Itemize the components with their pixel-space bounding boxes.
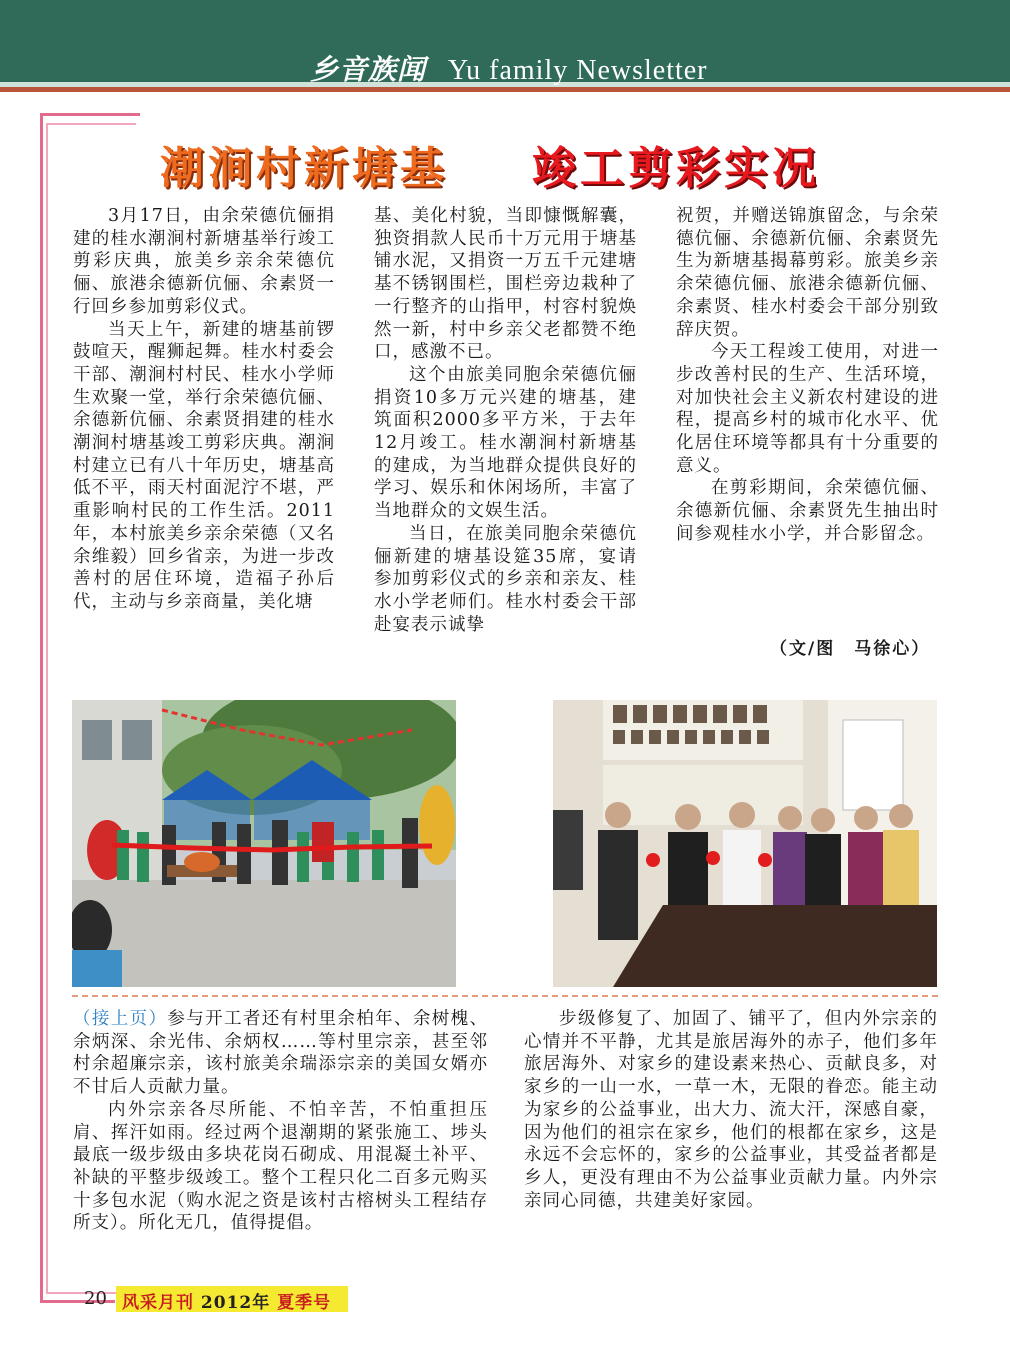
newsletter-title xyxy=(310,48,708,88)
article-column-1 xyxy=(73,205,335,614)
headline-left: 潮涧村新塘基 xyxy=(160,143,448,194)
newsletter-title-en: Yu family Newsletter xyxy=(448,55,708,86)
paragraph: 当天上午，新建的塘基前锣鼓喧天，醒狮起舞。桂水村委会干部、潮涧村村民、桂水小学师生欢聚一堂，举行余荣德伉俪、余德新伉俪、余素贤捐建的桂水潮涧村塘基竣工剪彩庆典。潮涧村建立已有八十年历史，塘基高低不平，雨天村面泥泞不堪，严重影响村民的工作生活。2011年，本村旅美乡亲余荣德（又名余维毅）回乡省亲，为进一步改善村的居住环境，造福子孙后代，主动与乡亲商量，美化塘 xyxy=(73,319,335,612)
frame-line xyxy=(46,123,136,125)
footer-magazine xyxy=(122,1288,331,1313)
newsletter-title-cn: 乡音族闻 xyxy=(310,55,427,86)
frame-line xyxy=(46,123,48,1293)
headline-right: 竣工剪彩实况 xyxy=(532,143,820,194)
group-photo xyxy=(553,700,937,987)
issue-year: 2012年 xyxy=(200,1293,271,1313)
magazine-name: 风采月刊 xyxy=(122,1293,194,1313)
paragraph: 基、美化村貌，当即慷慨解囊，独资捐款人民币十万元用于塘基铺水泥，又捐资一万五千元建塘基不锈钢围栏，围栏旁边栽种了一行整齐的山指甲，村容村貌焕然一新，村中乡亲父老都赞不绝口，感激不已。 xyxy=(374,206,637,363)
continued-column-right xyxy=(524,1008,938,1212)
frame-line xyxy=(40,113,140,116)
group-photo-illustration xyxy=(553,700,937,987)
continued-marker: （接上页） xyxy=(73,1009,168,1029)
page-number: 20 xyxy=(84,1288,107,1309)
paragraph: 祝贺，并赠送锦旗留念，与余荣德伉俪、余德新伉俪、余素贤先生为新塘基揭幕剪彩。旅美乡亲余荣德伉俪、旅港余德新伉俪、余素贤、桂水村委会干部分别致辞庆贺。 xyxy=(676,206,939,340)
paragraph: 内外宗亲各尽所能、不怕辛苦，不怕重担压肩、挥汗如雨。经过两个退潮期的紧张施工、埗头最底一级步级由多块花岗石砌成、用混凝土补平、补缺的平整步级竣工。整个工程只化二百多元购买十多包水泥（购水泥之资是该村古榕树头工程结存所支）。所化无几，值得提倡。 xyxy=(73,1099,488,1234)
paragraph: 今天工程竣工使用，对进一步改善村民的生产、生活环境，对加快社会主义新农村建设的进程，提高乡村的城市化水平、优化居住环境等都具有十分重要的意义。 xyxy=(676,342,939,476)
section-divider xyxy=(72,995,938,997)
paragraph: 在剪彩期间，余荣德伉俪、余德新伉俪、余素贤先生抽出时间参观桂水小学，并合影留念。 xyxy=(676,478,939,544)
article-column-2 xyxy=(374,205,637,636)
paragraph xyxy=(73,1008,488,1099)
paragraph: 这个由旅美同胞余荣德伉俪捐资10多万元兴建的塘基，建筑面积2000多平方米，于去年12月竣工。桂水潮涧村新塘基的建成，为当地群众提供良好的学习、娱乐和休闲场所，丰富了当地群众的文娱生活。 xyxy=(374,364,637,522)
article-column-3 xyxy=(676,205,939,546)
issue-season: 夏季号 xyxy=(277,1293,332,1313)
paragraph: 3月17日，由余荣德伉俪捐建的桂水潮涧村新塘基举行竣工剪彩庆典，旅美乡亲余荣德伉俪、旅港余德新伉俪、余素贤一行回乡参加剪彩仪式。 xyxy=(73,206,335,317)
frame-line xyxy=(40,113,43,1303)
paragraph: 步级修复了、加固了、铺平了，但内外宗亲的心情并不平静，尤其是旅居海外的赤子，他们多年旅居海外、对家乡的建设素来热心、贡献良多，对家乡的一山一水，一草一木，无限的眷恋。能主动为家乡的公益事业，出大力、流大汗，深感自豪，因为他们的祖宗在家乡，他们的根都在家乡，这是永远不会忘怀的，家乡的公益事业，其受益者都是乡人，更没有理由不为公益事业贡献力量。内外宗亲同心同德，共建美好家园。 xyxy=(524,1009,938,1211)
paragraph-text: 参与开工者还有村里余柏年、余树槐、余炳深、余光伟、余炳权……等村里宗亲，甚至邻村余超廉宗亲，该村旅美余瑞添宗亲的美国女婿亦不甘后人贡献力量。 xyxy=(73,1009,489,1098)
author-credit: （文/图 马徐心） xyxy=(770,639,931,659)
paragraph: 当日，在旅美同胞余荣德伉俪新建的塘基设筵35席，宴请参加剪彩仪式的乡亲和亲友、桂水小学老师们。桂水村委会干部赴宴表示诚挚 xyxy=(374,523,637,635)
ribbon-cutting-illustration xyxy=(72,700,456,987)
ribbon-cutting-photo xyxy=(72,700,456,987)
continued-column-left xyxy=(73,1008,488,1235)
